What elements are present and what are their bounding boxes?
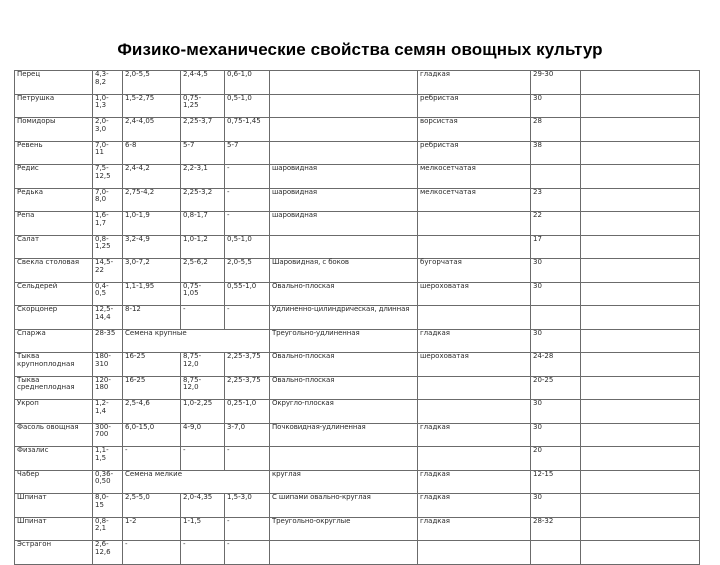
- table-cell: [581, 494, 700, 518]
- table-cell: 2,25-3,75: [225, 353, 270, 377]
- table-cell: Семена мелкие: [123, 470, 270, 494]
- table-cell: 0,25-1,0: [225, 400, 270, 424]
- table-row: [15, 141, 700, 165]
- table-cell: 6-8: [123, 141, 181, 165]
- table-cell: шероховатая: [418, 353, 531, 377]
- table-cell: 12-15: [531, 470, 581, 494]
- table-cell: Овально-плоская: [270, 282, 418, 306]
- table-cell: 0,5-1,0: [225, 94, 270, 118]
- table-cell: [581, 353, 700, 377]
- table-row: [15, 517, 700, 541]
- crop-name-cell: Скорцонер: [15, 306, 93, 330]
- table-cell: 30: [531, 400, 581, 424]
- table-cell: [270, 94, 418, 118]
- crop-name-cell: Репа: [15, 212, 93, 236]
- table-row: [15, 306, 700, 330]
- table-cell: 4-9,0: [181, 423, 225, 447]
- crop-name-cell: Укроп: [15, 400, 93, 424]
- table-cell: 300- 700: [93, 423, 123, 447]
- table-cell: 0,36- 0,50: [93, 470, 123, 494]
- table-cell: 0,8- 2,1: [93, 517, 123, 541]
- table-row: [15, 259, 700, 283]
- table-cell: 0,75-1,45: [225, 118, 270, 142]
- table-cell: гладкая: [418, 329, 531, 353]
- table-cell: 0,75- 1,05: [181, 282, 225, 306]
- table-cell: [581, 400, 700, 424]
- table-cell: 2,4-4,05: [123, 118, 181, 142]
- table-cell: -: [181, 306, 225, 330]
- table-cell: 12,5- 14,4: [93, 306, 123, 330]
- table-cell: ворсистая: [418, 118, 531, 142]
- table-cell: 1,0- 1,3: [93, 94, 123, 118]
- table-cell: 2,0- 3,0: [93, 118, 123, 142]
- table-cell: Овально-плоская: [270, 376, 418, 400]
- table-cell: 1-1,5: [181, 517, 225, 541]
- table-cell: Удлиненно-цилиндрическая, длинная: [270, 306, 418, 330]
- table-row: [15, 541, 700, 565]
- table-cell: 8,75- 12,0: [181, 353, 225, 377]
- table-cell: 5-7: [181, 141, 225, 165]
- table-cell: [581, 71, 700, 95]
- table-cell: гладкая: [418, 423, 531, 447]
- crop-name-cell: Редис: [15, 165, 93, 189]
- table-cell: шаровидная: [270, 212, 418, 236]
- table-row: [15, 282, 700, 306]
- table-body: [15, 71, 700, 565]
- table-cell: [581, 141, 700, 165]
- table-cell: 2,25-3,7: [181, 118, 225, 142]
- crop-name-cell: Салат: [15, 235, 93, 259]
- table-row: [15, 188, 700, 212]
- table-cell: [418, 212, 531, 236]
- table-row: [15, 447, 700, 471]
- crop-name-cell: Ревень: [15, 141, 93, 165]
- table-cell: 28: [531, 118, 581, 142]
- table-cell: круглая: [270, 470, 418, 494]
- table-cell: [581, 329, 700, 353]
- table-cell: [581, 517, 700, 541]
- table-cell: [581, 376, 700, 400]
- crop-name-cell: Свекла столовая: [15, 259, 93, 283]
- table-cell: -: [225, 306, 270, 330]
- table-cell: 0,6-1,0: [225, 71, 270, 95]
- table-cell: Округло-плоская: [270, 400, 418, 424]
- table-cell: мелкосетчатая: [418, 165, 531, 189]
- table-cell: 2,25-3,75: [225, 376, 270, 400]
- table-cell: ребристая: [418, 94, 531, 118]
- table-cell: 6,0-15,0: [123, 423, 181, 447]
- table-cell: 7,0- 8,0: [93, 188, 123, 212]
- page-title: Физико-механические свойства семян овощных культур: [117, 40, 603, 59]
- table-cell: 8,75- 12,0: [181, 376, 225, 400]
- table-cell: [581, 235, 700, 259]
- table-cell: гладкая: [418, 71, 531, 95]
- table-cell: [581, 306, 700, 330]
- table-cell: [581, 212, 700, 236]
- table-cell: 0,5-1,0: [225, 235, 270, 259]
- table-cell: [418, 376, 531, 400]
- table-cell: [581, 94, 700, 118]
- table-cell: 0,8- 1,25: [93, 235, 123, 259]
- table-cell: 7,0- 11: [93, 141, 123, 165]
- crop-name-cell: Чабер: [15, 470, 93, 494]
- crop-name-cell: Шпинат: [15, 494, 93, 518]
- table-cell: 29-30: [531, 71, 581, 95]
- table-cell: 28-35: [93, 329, 123, 353]
- table-cell: 8-12: [123, 306, 181, 330]
- crop-name-cell: Петрушка: [15, 94, 93, 118]
- table-cell: [581, 188, 700, 212]
- table-cell: 2,0-5,5: [225, 259, 270, 283]
- table-cell: -: [123, 541, 181, 565]
- table-cell: [531, 165, 581, 189]
- table-row: [15, 71, 700, 95]
- table-cell: 1,1-1,95: [123, 282, 181, 306]
- table-cell: Треугольно-удлиненная: [270, 329, 418, 353]
- table-cell: 4,3- 8,2: [93, 71, 123, 95]
- table-cell: [270, 71, 418, 95]
- table-cell: 2,4-4,2: [123, 165, 181, 189]
- table-cell: 3-7,0: [225, 423, 270, 447]
- crop-name-cell: Спаржа: [15, 329, 93, 353]
- table-cell: гладкая: [418, 494, 531, 518]
- table-row: [15, 494, 700, 518]
- table-cell: 1,5-2,75: [123, 94, 181, 118]
- table-cell: 1,5-3,0: [225, 494, 270, 518]
- table-cell: [270, 118, 418, 142]
- table-cell: шаровидная: [270, 188, 418, 212]
- table-cell: 2,75-4,2: [123, 188, 181, 212]
- table-cell: 0,75- 1,25: [181, 94, 225, 118]
- table-cell: [270, 447, 418, 471]
- table-row: [15, 353, 700, 377]
- table-cell: -: [225, 165, 270, 189]
- crop-name-cell: Тыква крупноплодная: [15, 353, 93, 377]
- table-cell: 16-25: [123, 353, 181, 377]
- table-cell: -: [181, 541, 225, 565]
- table-cell: [418, 306, 531, 330]
- table-cell: 30: [531, 282, 581, 306]
- table-cell: шероховатая: [418, 282, 531, 306]
- table-cell: гладкая: [418, 517, 531, 541]
- table-cell: -: [225, 188, 270, 212]
- table-cell: 0,8-1,7: [181, 212, 225, 236]
- table-cell: 2,5-6,2: [181, 259, 225, 283]
- seed-properties-table: [14, 70, 700, 565]
- table-cell: 2,4-4,5: [181, 71, 225, 95]
- crop-name-cell: Физалис: [15, 447, 93, 471]
- table-cell: 2,6- 12,6: [93, 541, 123, 565]
- table-cell: 1,0-1,9: [123, 212, 181, 236]
- table-cell: 2,0-4,35: [181, 494, 225, 518]
- crop-name-cell: Шпинат: [15, 517, 93, 541]
- table-cell: 1,0-1,2: [181, 235, 225, 259]
- table-cell: 1,6- 1,7: [93, 212, 123, 236]
- table-cell: -: [225, 541, 270, 565]
- table-cell: ребристая: [418, 141, 531, 165]
- table-cell: бугорчатая: [418, 259, 531, 283]
- table-cell: Треугольно-округлые: [270, 517, 418, 541]
- table-cell: [418, 541, 531, 565]
- table-cell: 20: [531, 447, 581, 471]
- table-cell: -: [225, 447, 270, 471]
- table-cell: 14,5- 22: [93, 259, 123, 283]
- crop-name-cell: Эстрагон: [15, 541, 93, 565]
- table-cell: 3,0-7,2: [123, 259, 181, 283]
- table-cell: 16-25: [123, 376, 181, 400]
- table-cell: [531, 541, 581, 565]
- table-cell: 22: [531, 212, 581, 236]
- table-cell: 2,2-3,1: [181, 165, 225, 189]
- table-cell: 1,0-2,25: [181, 400, 225, 424]
- table-cell: 30: [531, 494, 581, 518]
- table-cell: [270, 541, 418, 565]
- table-row: [15, 376, 700, 400]
- table-row: [15, 470, 700, 494]
- table-cell: 30: [531, 259, 581, 283]
- crop-name-cell: Сельдерей: [15, 282, 93, 306]
- table-cell: [270, 235, 418, 259]
- table-cell: 38: [531, 141, 581, 165]
- table-cell: -: [123, 447, 181, 471]
- table-cell: [581, 470, 700, 494]
- table-cell: 30: [531, 94, 581, 118]
- table-row: [15, 400, 700, 424]
- table-cell: [531, 306, 581, 330]
- table-row: [15, 118, 700, 142]
- table-cell: [581, 541, 700, 565]
- table-row: [15, 94, 700, 118]
- table-row: [15, 235, 700, 259]
- properties-table-scan: [14, 70, 699, 556]
- table-cell: 1,1- 1,5: [93, 447, 123, 471]
- table-cell: [270, 141, 418, 165]
- table-cell: 2,5-4,6: [123, 400, 181, 424]
- table-cell: Шаровидная, с боков: [270, 259, 418, 283]
- table-cell: шаровидная: [270, 165, 418, 189]
- table-cell: Почковидная-удлиненная: [270, 423, 418, 447]
- table-cell: 2,5-5,0: [123, 494, 181, 518]
- table-cell: гладкая: [418, 470, 531, 494]
- table-cell: 3,2-4,9: [123, 235, 181, 259]
- crop-name-cell: Редька: [15, 188, 93, 212]
- table-cell: 120- 180: [93, 376, 123, 400]
- table-cell: 30: [531, 329, 581, 353]
- table-cell: [418, 400, 531, 424]
- table-cell: мелкосетчатая: [418, 188, 531, 212]
- table-cell: [581, 118, 700, 142]
- table-cell: -: [181, 447, 225, 471]
- table-cell: 30: [531, 423, 581, 447]
- table-cell: Овально-плоская: [270, 353, 418, 377]
- table-cell: 17: [531, 235, 581, 259]
- table-cell: [581, 423, 700, 447]
- table-cell: [581, 165, 700, 189]
- table-cell: С шипами овально-круглая: [270, 494, 418, 518]
- table-cell: 8,0- 15: [93, 494, 123, 518]
- table-cell: 2,0-5,5: [123, 71, 181, 95]
- table-cell: 23: [531, 188, 581, 212]
- crop-name-cell: Помидоры: [15, 118, 93, 142]
- table-cell: 2,25-3,2: [181, 188, 225, 212]
- table-cell: -: [225, 517, 270, 541]
- table-cell: -: [225, 212, 270, 236]
- table-row: [15, 212, 700, 236]
- table-cell: 180- 310: [93, 353, 123, 377]
- table-cell: 24-28: [531, 353, 581, 377]
- table-cell: 1-2: [123, 517, 181, 541]
- table-cell: [418, 235, 531, 259]
- table-cell: Семена крупные: [123, 329, 270, 353]
- table-cell: 0,4- 0,5: [93, 282, 123, 306]
- table-cell: [581, 447, 700, 471]
- table-cell: [581, 259, 700, 283]
- table-cell: 5-7: [225, 141, 270, 165]
- table-cell: [418, 447, 531, 471]
- table-cell: 1,2- 1,4: [93, 400, 123, 424]
- table-row: [15, 329, 700, 353]
- table-row: [15, 165, 700, 189]
- table-cell: 28-32: [531, 517, 581, 541]
- table-cell: 7,5- 12,5: [93, 165, 123, 189]
- crop-name-cell: Перец: [15, 71, 93, 95]
- table-row: [15, 423, 700, 447]
- crop-name-cell: Фасоль овощная: [15, 423, 93, 447]
- table-cell: 0,55-1,0: [225, 282, 270, 306]
- crop-name-cell: Тыква среднеплодная: [15, 376, 93, 400]
- table-cell: [581, 282, 700, 306]
- table-cell: 20-25: [531, 376, 581, 400]
